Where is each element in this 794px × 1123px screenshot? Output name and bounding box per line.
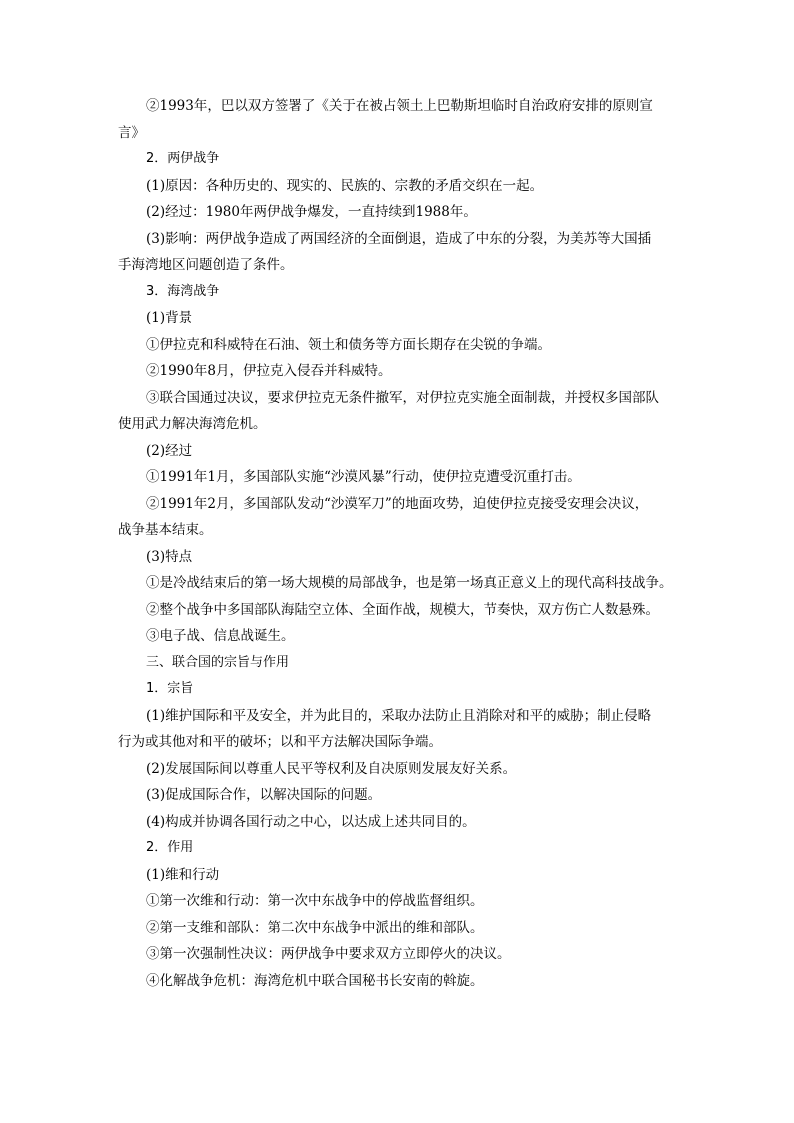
text-line: (3)影响：两伊战争造成了两国经济的全面倒退，造成了中东的分裂，为美苏等大国插 [146, 230, 652, 247]
text-line: ①是冷战结束后的第一场大规模的局部战争，也是第一场真正意义上的现代高科技战争。 [146, 575, 673, 591]
text-line: ②第一支维和部队：第二次中东战争中派出的维和部队。 [146, 919, 484, 936]
text-line: (4)构成并协调各国行动之中心，以达成上述共同目的。 [146, 813, 476, 830]
section-heading: 2．作用 [146, 840, 194, 855]
text-line: (2)经过：1980年两伊战争爆发，一直持续到1988年。 [146, 204, 477, 220]
text-line: (3)特点 [146, 548, 193, 565]
text-line: ①1991年1月，多国部队实施“沙漠风暴”行动，使伊拉克遭受沉重打击。 [146, 469, 581, 485]
document-body [118, 93, 684, 994]
text-line: ①第一次维和行动：第一次中东战争中的停战监督组织。 [146, 893, 484, 909]
text-line: ④化解战争危机：海湾危机中联合国秘书长安南的斡旋。 [146, 972, 484, 989]
text-line: ③联合国通过决议，要求伊拉克无条件撤军，对伊拉克实施全面制裁，并授权多国部队 [146, 389, 659, 406]
text-line: 使用武力解决海湾危机。 [118, 416, 267, 432]
text-line: ③第一次强制性决议：两伊战争中要求双方立即停火的决议。 [146, 946, 511, 962]
text-line: ②1993年，巴以双方签署了《关于在被占领土上巴勒斯坦临时自治政府安排的原则宣 [146, 98, 653, 114]
text-line: 言》 [118, 124, 145, 141]
text-line: ②整个战争中多国部队海陆空立体、全面作战，规模大，节奏快，双方伤亡人数悬殊。 [146, 601, 659, 618]
text-line: (1)维护国际和平及安全，并为此目的，采取办法防止且消除对和平的威胁；制止侵略 [146, 707, 652, 724]
text-line: ③电子战、信息战诞生。 [146, 628, 295, 644]
text-line: 手海湾地区问题创造了条件。 [118, 257, 294, 273]
section-heading: 三、联合国的宗旨与作用 [146, 654, 290, 670]
text-line: 行为或其他对和平的破坏；以和平方法解决国际争端。 [118, 734, 442, 750]
text-line: (2)经过 [146, 442, 193, 459]
text-line: ②1991年2月，多国部队发动“沙漠军刀”的地面攻势，迫使伊拉克接受安理会决议， [146, 495, 649, 512]
text-line: 战争基本结束。 [118, 522, 213, 538]
text-line: (1)原因：各种历史的、现实的、民族的、宗教的矛盾交织在一起。 [146, 177, 544, 194]
text-line: (1)背景 [146, 310, 193, 326]
section-heading: 3．海湾战争 [146, 283, 220, 299]
text-line: (3)促成国际合作，以解决国际的问题。 [146, 787, 382, 803]
section-heading: 1．宗旨 [146, 681, 194, 696]
text-line: (1)维和行动 [146, 866, 220, 883]
text-line: (2)发展国际间以尊重人民平等权利及自决原则发展友好关系。 [146, 760, 517, 777]
text-line: ②1990年8月，伊拉克入侵吞并科威特。 [146, 363, 392, 379]
text-line: ①伊拉克和科威特在石油、领土和债务等方面长期存在尖锐的争端。 [146, 336, 551, 353]
section-heading: 2．两伊战争 [146, 151, 220, 166]
